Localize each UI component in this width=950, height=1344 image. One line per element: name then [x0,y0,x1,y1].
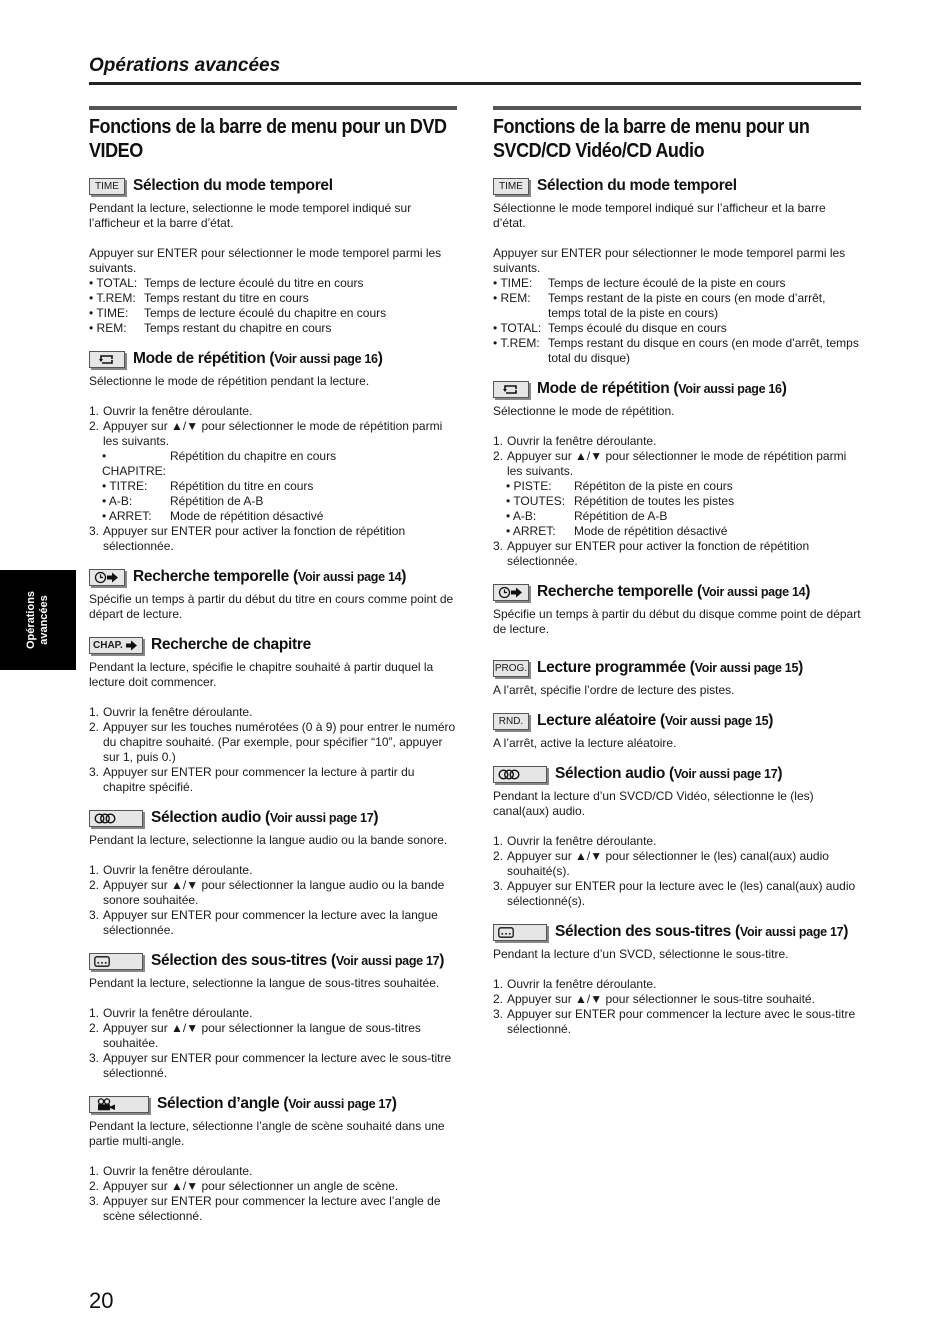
list-item: 2. Appuyer sur ▲/▼ pour sélectionner le sous-titre souhaité. [493,992,815,1006]
section-repeat [493,380,861,569]
page-header-title: Opérations avancées [89,55,281,76]
list-item: 2. Appuyer sur ▲/▼ pour sélectionner le mode de répétition parmi les suivants. [89,419,443,448]
paragraph: Pendant la lecture, selectionne le mode temporel indiqué sur l’afficheur et la barre d’état. [89,201,412,230]
section-title: Sélection d’angle (Voir aussi page 17) [157,1095,397,1112]
time-search-icon [89,569,125,586]
paragraph: Spécifie un temps à partir du début du disque comme point de départ de lecture. [493,607,861,636]
chapter-icon-label: CHAP. [93,639,123,651]
section-time-mode [493,177,861,366]
list-item: 3. Appuyer sur ENTER pour activer la fonction de répétition sélectionnée. [493,539,810,568]
list-item: 3. Appuyer sur ENTER pour commencer la lecture avec le sous-titre sélectionné. [493,1007,856,1036]
paragraph: Appuyer sur ENTER pour sélectionner le mode temporel parmi les suivants. [493,246,846,275]
audio-icon [89,810,143,827]
list-item: • T.REM: Temps restant du disque en cours (en mode d’arrêt, temps total du disque) [493,336,859,365]
list-item: 2. Appuyer sur ▲/▼ pour sélectionner la langue de sous-titres souhaitée. [89,1021,421,1050]
column-title: Fonctions de la barre de menu pour un DVD VIDEO [89,116,447,162]
list-item: • REM: Temps restant de la piste en cours (en mode d’arrêt, temps total de la piste en cours) [493,291,826,320]
column-title: Fonctions de la barre de menu pour un SVCD/CD Vidéo/CD Audio [493,116,810,162]
list-item: 1. Ouvrir la fenêtre déroulante. [493,434,657,448]
paragraph: Appuyer sur ENTER pour sélectionner le mode temporel parmi les suivants. [89,246,442,275]
random-icon-label: RND. [498,715,524,727]
section-title: Lecture programmée (Voir aussi page 15) [537,659,803,676]
section-title: Sélection des sous-titres (Voir aussi page 17) [555,923,849,940]
paragraph: Sélectionne le mode temporel indiqué sur l’afficheur et la barre d’état. [493,201,826,230]
left-column [89,106,457,1238]
section-audio [89,809,457,938]
section-title: Sélection du mode temporel [133,177,333,194]
section-title: Sélection audio (Voir aussi page 17) [555,765,783,782]
list-item: • PISTE: Répétiton de la piste en cours [506,479,733,493]
header-rule [89,82,861,85]
paragraph: Pendant la lecture, selectionne la langue audio ou la bande sonore. [89,833,448,847]
time-search-icon [493,584,529,601]
list-item: • TIME: Temps de lecture écoulé du chapitre en cours [89,306,387,320]
list-item: 2. Appuyer sur ▲/▼ pour sélectionner le (les) canal(aux) audio souhaité(s). [493,849,829,878]
section-time-search [89,568,457,622]
list-item: • TITRE: Répétition du titre en cours [102,479,314,493]
paragraph: Sélectionne le mode de répétition pendant la lecture. [89,374,370,388]
section-title: Mode de répétition (Voir aussi page 16) [537,380,787,397]
list-item: 3. Appuyer sur ENTER pour commencer la lecture avec l’angle de scène sélectionné. [89,1194,441,1223]
list-item: • A-B: Répétition de A-B [506,509,668,523]
paragraph: Sélectionne le mode de répétition. [493,404,675,418]
list-item: • A-B: Répétition de A-B [102,494,264,508]
section-title: Mode de répétition (Voir aussi page 16) [133,350,383,367]
time-icon-label: TIME [95,180,119,192]
repeat-icon [89,351,125,368]
list-item: 2. Appuyer sur ▲/▼ pour sélectionner le mode de répétition parmi les suivants. [493,449,847,478]
paragraph: Pendant la lecture d’un SVCD/CD Vidéo, sélectionne le (les) canal(aux) audio. [493,789,814,818]
chapter-search-icon [89,637,143,654]
audio-icon [493,766,547,783]
list-item: 1. Ouvrir la fenêtre déroulante. [493,977,657,991]
subtitle-icon [89,953,143,970]
paragraph: A l’arrêt, active la lecture aléatoire. [493,736,677,750]
section-title: Lecture aléatoire (Voir aussi page 15) [537,712,774,729]
paragraph: Spécifie un temps à partir du début du titre en cours comme point de départ de lecture. [89,592,454,621]
section-time-search [493,583,861,637]
random-icon [493,713,529,730]
paragraph: Pendant la lecture, spécifie le chapitre souhaité à partir duquel la lecture doit commencer. [89,660,434,689]
list-item: • T.REM: Temps restant du titre en cours [89,291,309,305]
time-icon [493,178,529,195]
list-item: • ARRET: Mode de répétition désactivé [102,509,324,523]
list-item: 3. Appuyer sur ENTER pour la lecture avec le (les) canal(aux) audio sélectionné(s). [493,879,856,908]
side-tab [0,570,76,670]
column-rule [493,106,861,110]
list-item: • TOTAL: Temps écoulé du disque en cours [493,321,727,335]
side-tab-line1: Opérations [24,590,37,650]
column-rule [89,106,457,110]
list-item: 2. Appuyer sur ▲/▼ pour sélectionner un angle de scène. [89,1179,399,1193]
section-audio [493,765,861,909]
paragraph: A l’arrêt, spécifie l’ordre de lecture des pistes. [493,683,735,697]
list-item: 1. Ouvrir la fenêtre déroulante. [89,863,253,877]
section-title: Recherche temporelle (Voir aussi page 14) [133,568,407,585]
list-item: 2. Appuyer sur ▲/▼ pour sélectionner la langue audio ou la bande sonore souhaitée. [89,878,445,907]
list-item: 3. Appuyer sur ENTER pour commencer la lecture avec le sous-titre sélectionné. [89,1051,452,1080]
section-title: Sélection audio (Voir aussi page 17) [151,809,379,826]
section-subtitle [493,923,861,1037]
list-item: • REM: Temps restant du chapitre en cours [89,321,332,335]
list-item: 1. Ouvrir la fenêtre déroulante. [89,1164,253,1178]
list-item: 3. Appuyer sur ENTER pour commencer la lecture avec la langue sélectionnée. [89,908,438,937]
subtitle-icon [493,924,547,941]
list-item: • TOUTES: Répétition de toutes les pistes [506,494,735,508]
list-item: 1. Ouvrir la fenêtre déroulante. [89,1006,253,1020]
section-title: Recherche temporelle (Voir aussi page 14) [537,583,811,600]
section-time-mode [89,177,457,336]
list-item: 3. Appuyer sur ENTER pour activer la fonction de répétition sélectionnée. [89,524,406,553]
time-icon-label: TIME [499,180,523,192]
list-item: • ARRET: Mode de répétition désactivé [506,524,728,538]
list-item: 2. Appuyer sur les touches numérotées (0 à 9) pour entrer le numéro du chapitre souhaité. (Par exemple, pour spécifier “10”, appuyer sur 1, puis 0.) [89,720,456,764]
list-item: 1. Ouvrir la fenêtre déroulante. [493,834,657,848]
paragraph: Pendant la lecture, selectionne la langue de sous-titres souhaitée. [89,976,440,990]
section-title: Recherche de chapitre [151,636,311,653]
list-item: 1. Ouvrir la fenêtre déroulante. [89,404,253,418]
section-repeat [89,350,457,554]
section-program [493,659,861,698]
list-item: • CHAPITRE: Répétition du chapitre en cours [102,449,337,478]
section-subtitle [89,952,457,1081]
section-random [493,712,861,751]
list-item: 1. Ouvrir la fenêtre déroulante. [89,705,253,719]
section-angle [89,1095,457,1224]
right-column [493,106,861,1051]
paragraph: Pendant la lecture, sélectionne l’angle de scène souhaité dans une partie multi-angle. [89,1119,445,1148]
time-icon [89,178,125,195]
section-title: Sélection des sous-titres (Voir aussi page 17) [151,952,445,969]
list-item: 3. Appuyer sur ENTER pour commencer la lecture à partir du chapitre spécifié. [89,765,415,794]
repeat-icon [493,381,529,398]
page-number: 20 [89,1288,114,1313]
section-chapter-search [89,636,457,795]
program-icon-label: PROG. [494,662,528,674]
list-item: • TOTAL: Temps de lecture écoulé du titre en cours [89,276,364,290]
list-item: • TIME: Temps de lecture écoulé de la piste en cours [493,276,786,290]
side-tab-line2: avancées [37,595,50,645]
camera-icon [89,1096,149,1113]
program-icon [493,660,529,677]
section-title: Sélection du mode temporel [537,177,737,194]
paragraph: Pendant la lecture d’un SVCD, sélectionne le sous-titre. [493,947,789,961]
